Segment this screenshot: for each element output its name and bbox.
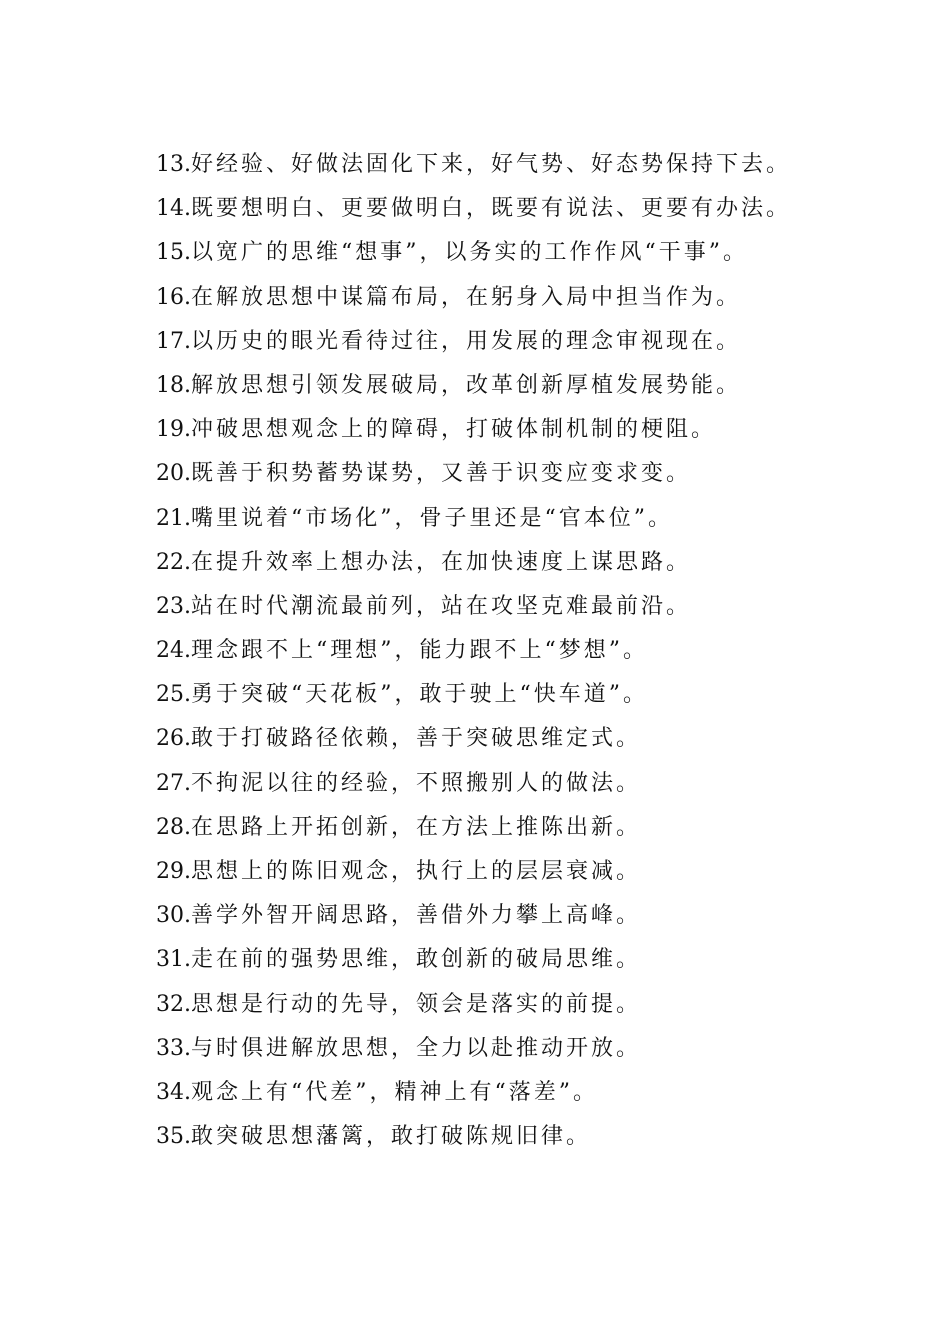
item-number: 35. bbox=[156, 1124, 191, 1150]
list-item bbox=[156, 585, 916, 629]
item-text: 理念跟不上“理想”，能力跟不上“梦想”。 bbox=[191, 638, 648, 664]
item-number: 31. bbox=[156, 947, 191, 973]
list-item bbox=[156, 143, 916, 187]
item-text: 思想上的陈旧观念，执行上的层层衰减。 bbox=[191, 859, 642, 884]
item-text: 好经验、好做法固化下来，好气势、好态势保持下去。 bbox=[191, 152, 792, 177]
list-item bbox=[156, 320, 916, 364]
item-text: 观念上有“代差”，精神上有“落差”。 bbox=[191, 1079, 598, 1105]
item-number: 25. bbox=[156, 682, 191, 708]
list-item bbox=[156, 938, 916, 982]
list-item bbox=[156, 364, 916, 408]
item-text: 在思路上开拓创新，在方法上推陈出新。 bbox=[191, 814, 642, 840]
item-number: 21. bbox=[156, 505, 191, 531]
item-text: 思想是行动的先导，领会是落实的前提。 bbox=[191, 991, 642, 1017]
list-item bbox=[156, 497, 916, 541]
list-item bbox=[156, 894, 916, 938]
item-text: 解放思想引领发展破局，改革创新厚植发展势能。 bbox=[191, 372, 742, 398]
list-item bbox=[156, 408, 916, 452]
item-number: 30. bbox=[156, 903, 191, 929]
item-text: 既善于积势蓄势谋势，又善于识变应变求变。 bbox=[191, 461, 692, 487]
list-item bbox=[156, 1071, 916, 1115]
item-text: 在解放思想中谋篇布局，在躬身入局中担当作为。 bbox=[191, 284, 742, 310]
list-item bbox=[156, 187, 916, 231]
item-text: 敢于打破路径依赖，善于突破思维定式。 bbox=[191, 726, 642, 752]
item-number: 24. bbox=[156, 638, 191, 664]
item-text: 走在前的强势思维，敢创新的破局思维。 bbox=[191, 947, 642, 973]
list-item bbox=[156, 806, 916, 850]
item-text: 与时俱进解放思想，全力以赴推动开放。 bbox=[191, 1035, 642, 1061]
item-number: 16. bbox=[156, 284, 191, 310]
item-text: 站在时代潮流最前列，站在攻坚克难最前沿。 bbox=[191, 593, 692, 619]
list-item bbox=[156, 1027, 916, 1071]
list-item bbox=[156, 276, 916, 320]
item-number: 32. bbox=[156, 991, 191, 1017]
item-number: 26. bbox=[156, 726, 191, 752]
item-number: 23. bbox=[156, 593, 191, 619]
list-item bbox=[156, 983, 916, 1027]
item-number: 29. bbox=[156, 859, 191, 884]
item-text: 不拘泥以往的经验，不照搬别人的做法。 bbox=[191, 770, 642, 796]
list-item bbox=[156, 452, 916, 496]
item-number: 14. bbox=[156, 196, 191, 222]
item-number: 17. bbox=[156, 328, 191, 354]
item-text: 嘴里说着“市场化”，骨子里还是“官本位”。 bbox=[191, 505, 673, 531]
item-number: 18. bbox=[156, 372, 191, 398]
item-number: 19. bbox=[156, 417, 191, 443]
item-text: 勇于突破“天花板”，敢于驶上“快车道”。 bbox=[191, 682, 648, 708]
list-item bbox=[156, 673, 916, 717]
item-text: 冲破思想观念上的障碍，打破体制机制的梗阻。 bbox=[191, 417, 717, 443]
list-item bbox=[156, 717, 916, 761]
item-text: 善学外智开阔思路，善借外力攀上高峰。 bbox=[191, 903, 642, 929]
list-item bbox=[156, 629, 916, 673]
item-number: 15. bbox=[156, 240, 191, 266]
item-number: 28. bbox=[156, 814, 191, 840]
list-item bbox=[156, 762, 916, 806]
list-item bbox=[156, 850, 916, 894]
numbered-list bbox=[156, 143, 916, 1159]
item-number: 34. bbox=[156, 1079, 191, 1105]
item-text: 以历史的眼光看待过往，用发展的理念审视现在。 bbox=[191, 328, 742, 354]
item-text: 敢突破思想藩篱，敢打破陈规旧律。 bbox=[191, 1124, 592, 1150]
item-number: 33. bbox=[156, 1035, 191, 1061]
item-number: 20. bbox=[156, 461, 191, 487]
item-number: 27. bbox=[156, 770, 191, 796]
list-item bbox=[156, 1115, 916, 1159]
list-item bbox=[156, 541, 916, 585]
item-number: 13. bbox=[156, 152, 191, 177]
item-text: 以宽广的思维“想事”，以务实的工作作风“干事”。 bbox=[191, 240, 748, 266]
item-text: 在提升效率上想办法，在加快速度上谋思路。 bbox=[191, 549, 692, 575]
list-item bbox=[156, 231, 916, 275]
item-number: 22. bbox=[156, 549, 191, 575]
item-text: 既要想明白、更要做明白，既要有说法、更要有办法。 bbox=[191, 196, 792, 222]
